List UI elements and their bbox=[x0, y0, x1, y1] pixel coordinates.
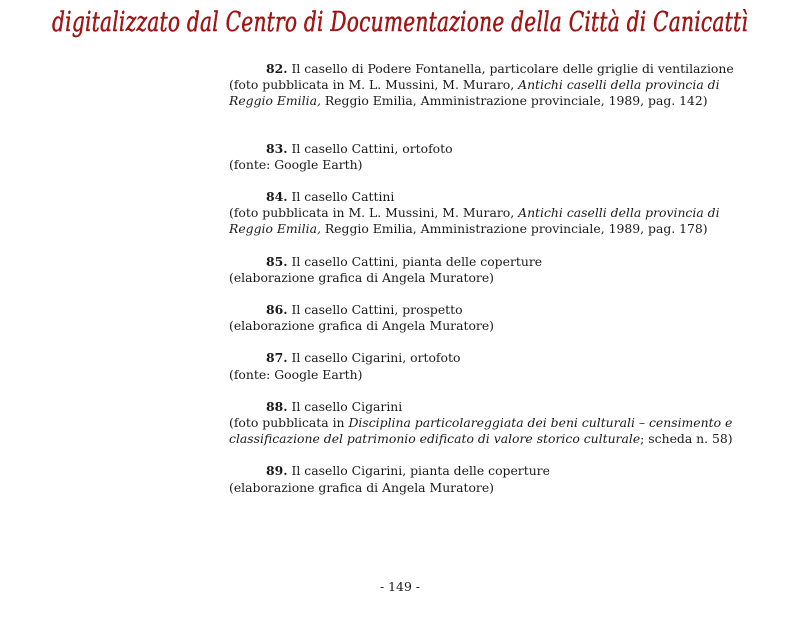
caption-list bbox=[229, 61, 761, 496]
caption-title: Il casello di Podere Fontanella, particolare delle griglie di ventilazione bbox=[287, 61, 734, 76]
caption-number: 87. bbox=[266, 350, 288, 366]
caption-87 bbox=[229, 350, 761, 382]
caption-source: (fonte: Google Earth) bbox=[229, 156, 363, 172]
caption-title: Il casello Cigarini bbox=[287, 398, 403, 414]
caption-number: 86. bbox=[266, 302, 288, 318]
publication-title: Disciplina particolareggiata dei beni culturali – censimento e classificazione del patrimonio edificato di valore storico culturale bbox=[229, 415, 733, 447]
caption-83 bbox=[229, 141, 761, 173]
digitization-watermark bbox=[0, 0, 800, 44]
caption-title: Il casello Cattini bbox=[287, 189, 395, 205]
caption-source: (elaborazione grafica di Angela Muratore) bbox=[229, 479, 495, 495]
caption-title: Il casello Cattini, pianta delle coperture bbox=[287, 253, 543, 269]
caption-number: 84. bbox=[266, 189, 288, 205]
caption-source: (foto pubblicata in M. L. Mussini, M. Muraro, Antichi caselli della provincia di Reggio Emilia, Reggio Emilia, Amministrazione provinciale, 1989, pag. 178) bbox=[229, 205, 720, 237]
caption-source: (fonte: Google Earth) bbox=[229, 366, 363, 382]
caption-title: Il casello Cattini, prospetto bbox=[287, 302, 463, 318]
caption-number: 85. bbox=[266, 253, 288, 269]
caption-number: 83. bbox=[266, 140, 288, 156]
caption-source: (elaborazione grafica di Angela Muratore) bbox=[229, 269, 495, 285]
caption-number: 88. bbox=[266, 398, 288, 414]
caption-title: Il casello Cattini, ortofoto bbox=[287, 140, 453, 156]
caption-82 bbox=[229, 61, 761, 110]
caption-89 bbox=[229, 463, 761, 495]
caption-number: 89. bbox=[266, 463, 288, 479]
caption-84 bbox=[229, 189, 761, 238]
caption-number: 82. bbox=[266, 61, 288, 76]
caption-88 bbox=[229, 399, 761, 448]
caption-86 bbox=[229, 302, 761, 334]
caption-source: (foto pubblicata in Disciplina particolareggiata dei beni culturali – censimento e classificazione del patrimonio edificato di valore storico culturale; scheda n. 58) bbox=[229, 415, 733, 447]
page-number: - 149 - bbox=[380, 579, 420, 594]
publication-title: Antichi caselli della provincia di Reggio Emilia, bbox=[229, 205, 720, 237]
caption-source: (elaborazione grafica di Angela Muratore) bbox=[229, 318, 495, 334]
caption-source: (foto pubblicata in M. L. Mussini, M. Muraro, Antichi caselli della provincia di Reggio Emilia, Reggio Emilia, Amministrazione provinciale, 1989, pag. 142) bbox=[229, 77, 720, 109]
caption-title: Il casello Cigarini, pianta delle coperture bbox=[287, 463, 550, 479]
watermark-text: digitalizzato dal Centro di Documentazione della Città di Canicattì bbox=[52, 7, 748, 38]
caption-title: Il casello Cigarini, ortofoto bbox=[287, 350, 461, 366]
caption-85 bbox=[229, 254, 761, 286]
publication-title: Antichi caselli della provincia di Reggio Emilia, bbox=[229, 77, 720, 109]
